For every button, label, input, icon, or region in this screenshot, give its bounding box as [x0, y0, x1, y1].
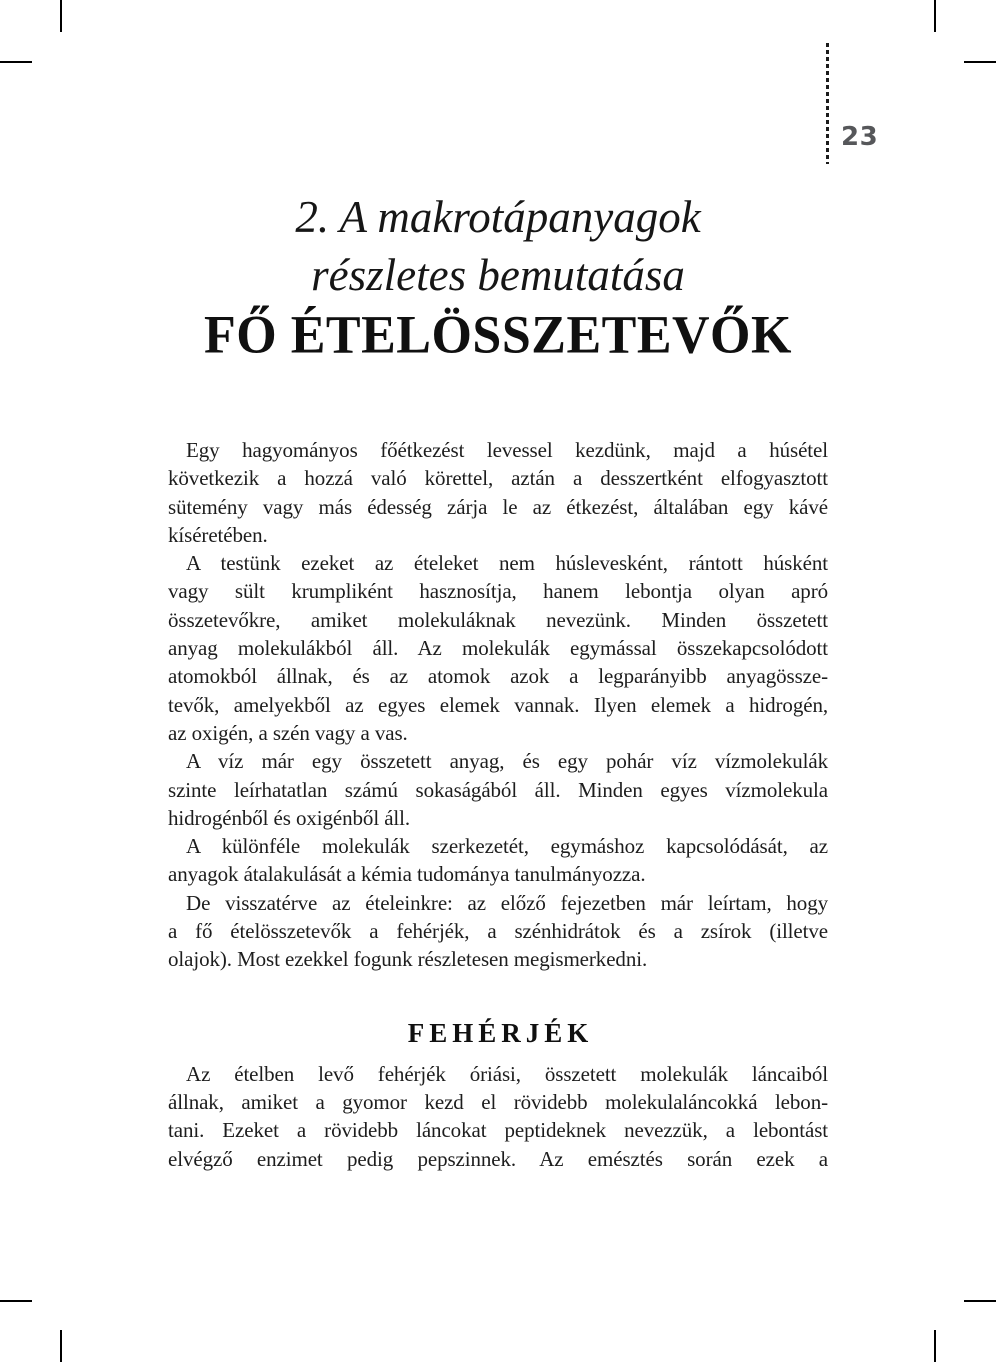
paragraph-line: anyagok átalakulását a kémia tudománya tanulmányozza.	[168, 862, 646, 887]
crop-mark-top-left-horizontal	[0, 61, 32, 63]
paragraph-line: De visszatérve az ételeinkre: az előző fejezetben már leírtam, hogy	[186, 890, 828, 915]
paragraph-line: vagy sült krumpliként hasznosítja, hanem lebontja olyan apró	[168, 579, 828, 604]
chapter-heading: FŐ ÉTELÖSSZETEVŐK	[204, 305, 792, 366]
paragraph-line: tani. Ezeket a rövidebb láncokat peptideknek nevezzük, a lebontást	[168, 1118, 828, 1143]
paragraph	[168, 889, 828, 974]
paragraph-line: következik a hozzá való körettel, aztán a desszertként elfogyasztott	[168, 466, 828, 491]
paragraph-line: A különféle molekulák szerkezetét, egymáshoz kapcsolódását, az	[186, 834, 828, 859]
paragraph-line: elvégző enzimet pedig pepszinnek. Az emésztés során ezek a	[168, 1146, 828, 1171]
crop-mark-top-right-horizontal	[964, 61, 996, 63]
paragraph-line: A víz már egy összetett anyag, és egy pohár víz vízmolekulák	[186, 749, 828, 774]
crop-mark-bottom-right-horizontal	[964, 1300, 996, 1302]
paragraph-line: sütemény vagy más édesség zárja le az étkezést, általában egy kávé	[168, 494, 828, 519]
chapter-title-line1: 2. A makrotápanyagok	[295, 192, 701, 242]
paragraph-line: az oxigén, a szén vagy a vas.	[168, 720, 408, 745]
paragraph	[168, 436, 828, 549]
section-heading: FEHÉRJÉK	[407, 1017, 594, 1048]
chapter-title	[168, 188, 828, 304]
paragraph-line: Az ételben levő fehérjék óriási, összetett molekulák láncaiból	[186, 1061, 828, 1086]
paragraph	[168, 832, 828, 889]
paragraph-line: hidrogénből és oxigénből áll.	[168, 805, 411, 830]
page-number-dotted-rule	[826, 43, 829, 164]
paragraph	[168, 1060, 828, 1173]
chapter-title-line2: részletes bemutatása	[311, 250, 685, 300]
paragraph-line: kíséretében.	[168, 522, 268, 547]
crop-mark-bottom-left-vertical	[60, 1330, 62, 1362]
paragraph-line: tevők, amelyekből az egyes elemek vannak. Ilyen elemek a hidrogén,	[168, 692, 828, 717]
crop-mark-top-right-vertical	[934, 0, 936, 32]
paragraph-line: a fő ételösszetevők a fehérjék, a szénhidrátok és a zsírok (illetve	[168, 919, 828, 944]
paragraph-line: szinte leírhatatlan számú sokaságából áll. Minden egyes vízmolekula	[168, 777, 828, 802]
paragraph-line: anyag molekulákból áll. Az molekulák egymással összekapcsolódott	[168, 636, 828, 661]
crop-mark-bottom-left-horizontal	[0, 1300, 32, 1302]
paragraph	[168, 549, 828, 747]
paragraph-line: atomokból állnak, és az atomok azok a legparányibb anyagössze-	[168, 664, 828, 689]
crop-mark-top-left-vertical	[60, 0, 62, 32]
crop-mark-bottom-right-vertical	[934, 1330, 936, 1362]
text-column	[168, 188, 828, 1173]
paragraph	[168, 747, 828, 832]
paragraph-line: Egy hagyományos főétkezést levessel kezdünk, majd a húsétel	[186, 438, 828, 462]
paragraph-line: olajok). Most ezekkel fogunk részletesen megismerkedni.	[168, 947, 648, 972]
page-number: 23	[841, 122, 879, 152]
paragraph-line: A testünk ezeket az ételeket nem húslevesként, rántott húsként	[186, 551, 828, 576]
paragraph-line: összetevőkre, amiket molekuláknak nevezünk. Minden összetett	[168, 607, 828, 632]
paragraph-line: állnak, amiket a gyomor kezd el rövidebb molekulaláncokká lebon-	[168, 1089, 828, 1114]
body-text	[168, 436, 828, 1173]
